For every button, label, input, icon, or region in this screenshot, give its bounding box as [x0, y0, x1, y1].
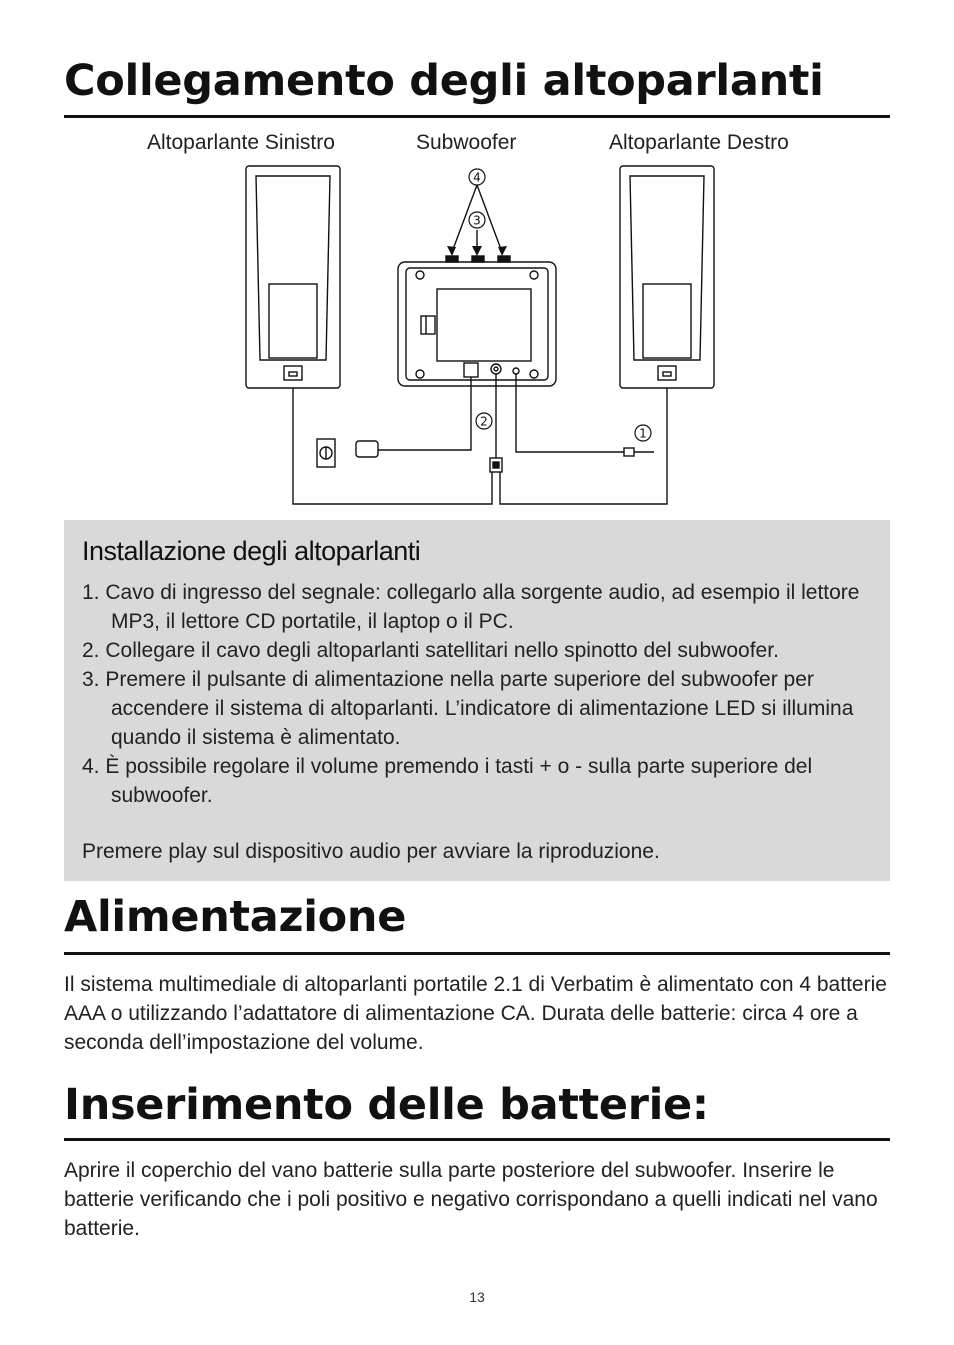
callout-4-label: 4: [473, 170, 481, 185]
callout-3-label: 3: [473, 213, 481, 228]
section-title-batteries: Inserimento delle batterie:: [64, 1080, 709, 1130]
label-subwoofer: Subwoofer: [416, 131, 517, 154]
callout-1-label: 1: [639, 426, 647, 441]
right-speaker-illustration: [620, 166, 714, 388]
installation-panel: [64, 520, 890, 881]
section-title-power: Alimentazione: [64, 892, 407, 942]
installation-title: Installazione degli altoparlanti: [82, 536, 421, 566]
cables: [293, 374, 667, 504]
title-rule: [64, 115, 890, 118]
callout-3: [469, 212, 485, 228]
batteries-paragraph: Aprire il coperchio del vano batterie sulla parte posteriore del subwoofer. Inserire le batterie verificando che i poli positivo e negativo corrispondano a quelli indicati nel vano batterie.: [64, 1159, 878, 1240]
callout-4: [469, 169, 485, 185]
left-speaker-illustration: [246, 166, 340, 388]
title-rule: [64, 1138, 890, 1141]
label-right-speaker: Altoparlante Destro: [609, 131, 789, 154]
section-title-connection: Collegamento degli altoparlanti: [64, 56, 824, 106]
label-left-speaker: Altoparlante Sinistro: [147, 131, 335, 154]
step-item: 3. Premere il pulsante di alimentazione nella parte superiore del subwoofer per accendere il sistema di altoparlanti. L’indicatore di alimentazione LED si illumina quando il sistema è alimentato.: [82, 668, 854, 749]
title-rule: [64, 952, 890, 955]
step-item: 1. Cavo di ingresso del segnale: collegarlo alla sorgente audio, ad esempio il lettore MP3, il lettore CD portatile, il laptop o il PC.: [82, 581, 860, 633]
step-item: 4. È possibile regolare il volume premendo i tasti + o - sulla parte superiore del subwoofer.: [82, 755, 813, 807]
callout-2: [476, 413, 492, 429]
power-paragraph: Il sistema multimediale di altoparlanti portatile 2.1 di Verbatim è alimentato con 4 batterie AAA o utilizzando l’adattatore di alimentazione CA. Durata delle batterie: circa 4 ore a seconda dell’impostazione del volume.: [64, 973, 887, 1054]
subwoofer-illustration: [398, 256, 556, 386]
step-item: 2. Collegare il cavo degli altoparlanti satellitari nello spinotto del subwoofer.: [82, 639, 779, 662]
callout-1: [635, 425, 651, 441]
playback-note: Premere play sul dispositivo audio per avviare la riproduzione.: [82, 840, 660, 863]
installation-steps: [82, 578, 882, 810]
page-number: 13: [469, 1289, 485, 1305]
callout-2-label: 2: [480, 414, 488, 429]
connection-diagram: [240, 160, 720, 510]
